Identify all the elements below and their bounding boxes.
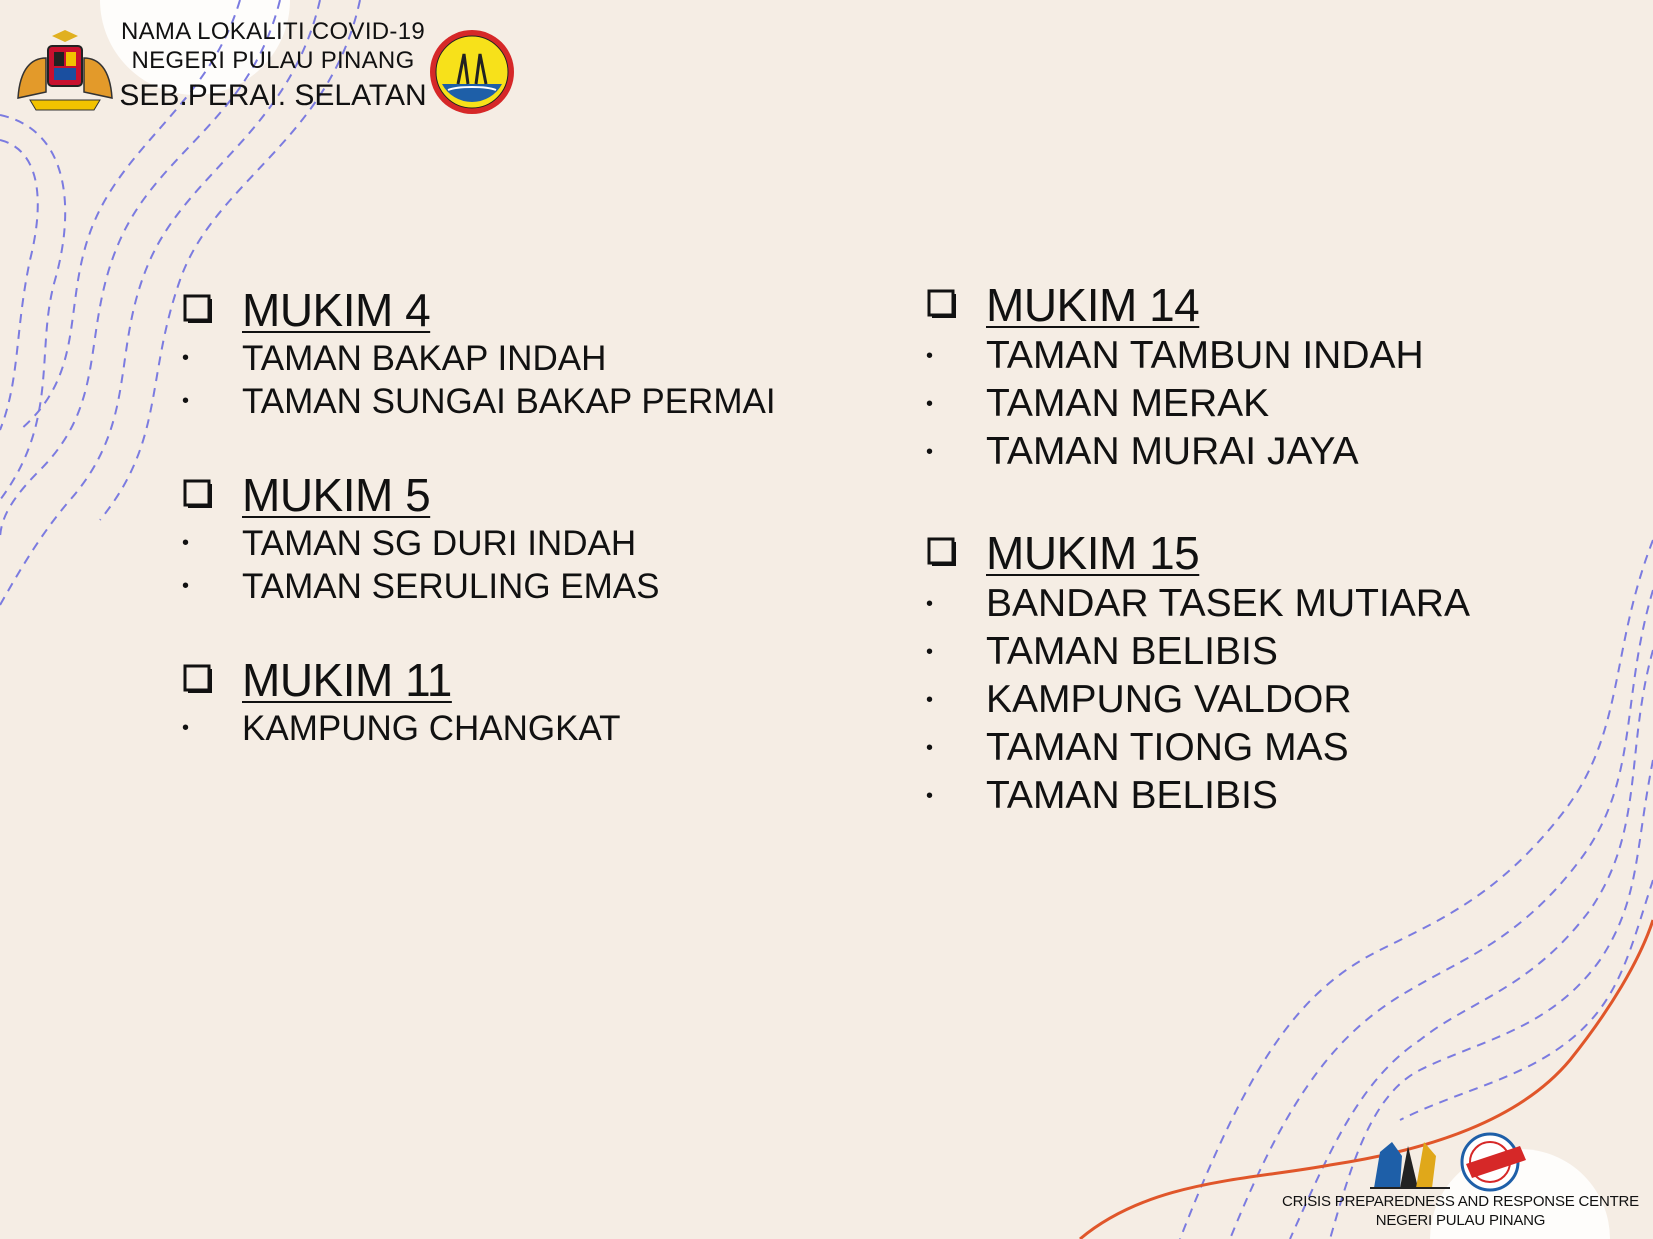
list-item-text: KAMPUNG CHANGKAT — [242, 708, 621, 748]
list-item-text: TAMAN MURAI JAYA — [986, 430, 1359, 473]
list-item-text: TAMAN SERULING EMAS — [242, 566, 660, 606]
locality-list — [182, 707, 621, 750]
bullet-icon: • — [926, 688, 934, 711]
section-heading — [182, 283, 776, 337]
mukim-section — [182, 653, 621, 750]
locality-list — [926, 580, 1470, 820]
locality-list — [182, 337, 776, 423]
list-item-text: BANDAR TASEK MUTIARA — [986, 582, 1470, 625]
list-item-text: TAMAN BAKAP INDAH — [242, 338, 607, 378]
list-item — [182, 565, 659, 608]
bullet-icon: • — [182, 390, 190, 412]
list-item-text: TAMAN SUNGAI BAKAP PERMAI — [242, 381, 776, 421]
bullet-icon: • — [926, 640, 934, 663]
section-heading-text: MUKIM 5 — [242, 469, 431, 521]
bullet-icon: • — [182, 347, 190, 369]
list-item-text: TAMAN BELIBIS — [986, 774, 1278, 817]
list-item — [926, 580, 1470, 628]
checkbox-square-icon — [926, 288, 960, 322]
list-item-text: KAMPUNG VALDOR — [986, 678, 1352, 721]
footer-line1: CRISIS PREPAREDNESS AND RESPONSE CENTRE — [1281, 1193, 1639, 1210]
list-item — [926, 332, 1424, 380]
bullet-icon: • — [926, 344, 934, 367]
list-item — [926, 724, 1470, 772]
footer-line2: NEGERI PULAU PINANG — [1375, 1211, 1546, 1229]
list-item — [926, 428, 1424, 476]
checkbox-square-icon — [182, 663, 216, 697]
malaysia-coat-of-arms-icon — [10, 28, 120, 114]
list-item — [182, 337, 776, 380]
list-item-text: TAMAN BELIBIS — [986, 630, 1278, 673]
list-item-text: TAMAN TAMBUN INDAH — [986, 334, 1424, 377]
checkbox-square-icon — [926, 536, 960, 570]
bullet-icon: • — [926, 440, 934, 463]
checkbox-square-icon — [182, 293, 216, 327]
bullet-icon: • — [926, 736, 934, 759]
locality-list — [926, 332, 1424, 476]
section-heading — [926, 526, 1470, 580]
mukim-section — [182, 283, 776, 423]
list-item — [182, 707, 621, 750]
list-item — [926, 380, 1424, 428]
cprc-logos-icon — [1370, 1132, 1580, 1192]
section-heading — [182, 468, 659, 522]
mukim-section — [926, 526, 1470, 820]
section-heading-text: MUKIM 15 — [986, 527, 1200, 579]
header-title-line2: NEGERI PULAU PINANG — [131, 46, 415, 74]
locality-list — [182, 522, 659, 608]
bullet-icon: • — [182, 717, 190, 739]
section-heading-text: MUKIM 14 — [986, 279, 1200, 331]
bullet-icon: • — [182, 575, 190, 597]
list-item — [926, 772, 1470, 820]
list-item-text: TAMAN TIONG MAS — [986, 726, 1349, 769]
bullet-icon: • — [926, 392, 934, 415]
mukim-section — [182, 468, 659, 608]
bullet-icon: • — [926, 784, 934, 807]
header-district: SEB.PERAI. SELATAN — [119, 78, 427, 112]
list-item-text: TAMAN SG DURI INDAH — [242, 523, 637, 563]
section-heading — [926, 278, 1424, 332]
header-title-line1: NAMA LOKALITI COVID-19 — [120, 18, 426, 45]
list-item — [926, 676, 1470, 724]
list-item — [926, 628, 1470, 676]
bullet-icon: • — [926, 592, 934, 615]
bullet-icon: • — [182, 532, 190, 554]
list-item-text: TAMAN MERAK — [986, 382, 1270, 425]
list-item — [182, 522, 659, 565]
list-item — [182, 380, 776, 423]
footer-organization — [1268, 1193, 1653, 1231]
checkbox-square-icon — [182, 478, 216, 512]
penang-state-seal-icon — [428, 28, 516, 116]
section-heading — [182, 653, 621, 707]
section-heading-text: MUKIM 11 — [242, 654, 452, 706]
mukim-section — [926, 278, 1424, 476]
section-heading-text: MUKIM 4 — [242, 284, 431, 336]
page-header — [118, 18, 428, 114]
